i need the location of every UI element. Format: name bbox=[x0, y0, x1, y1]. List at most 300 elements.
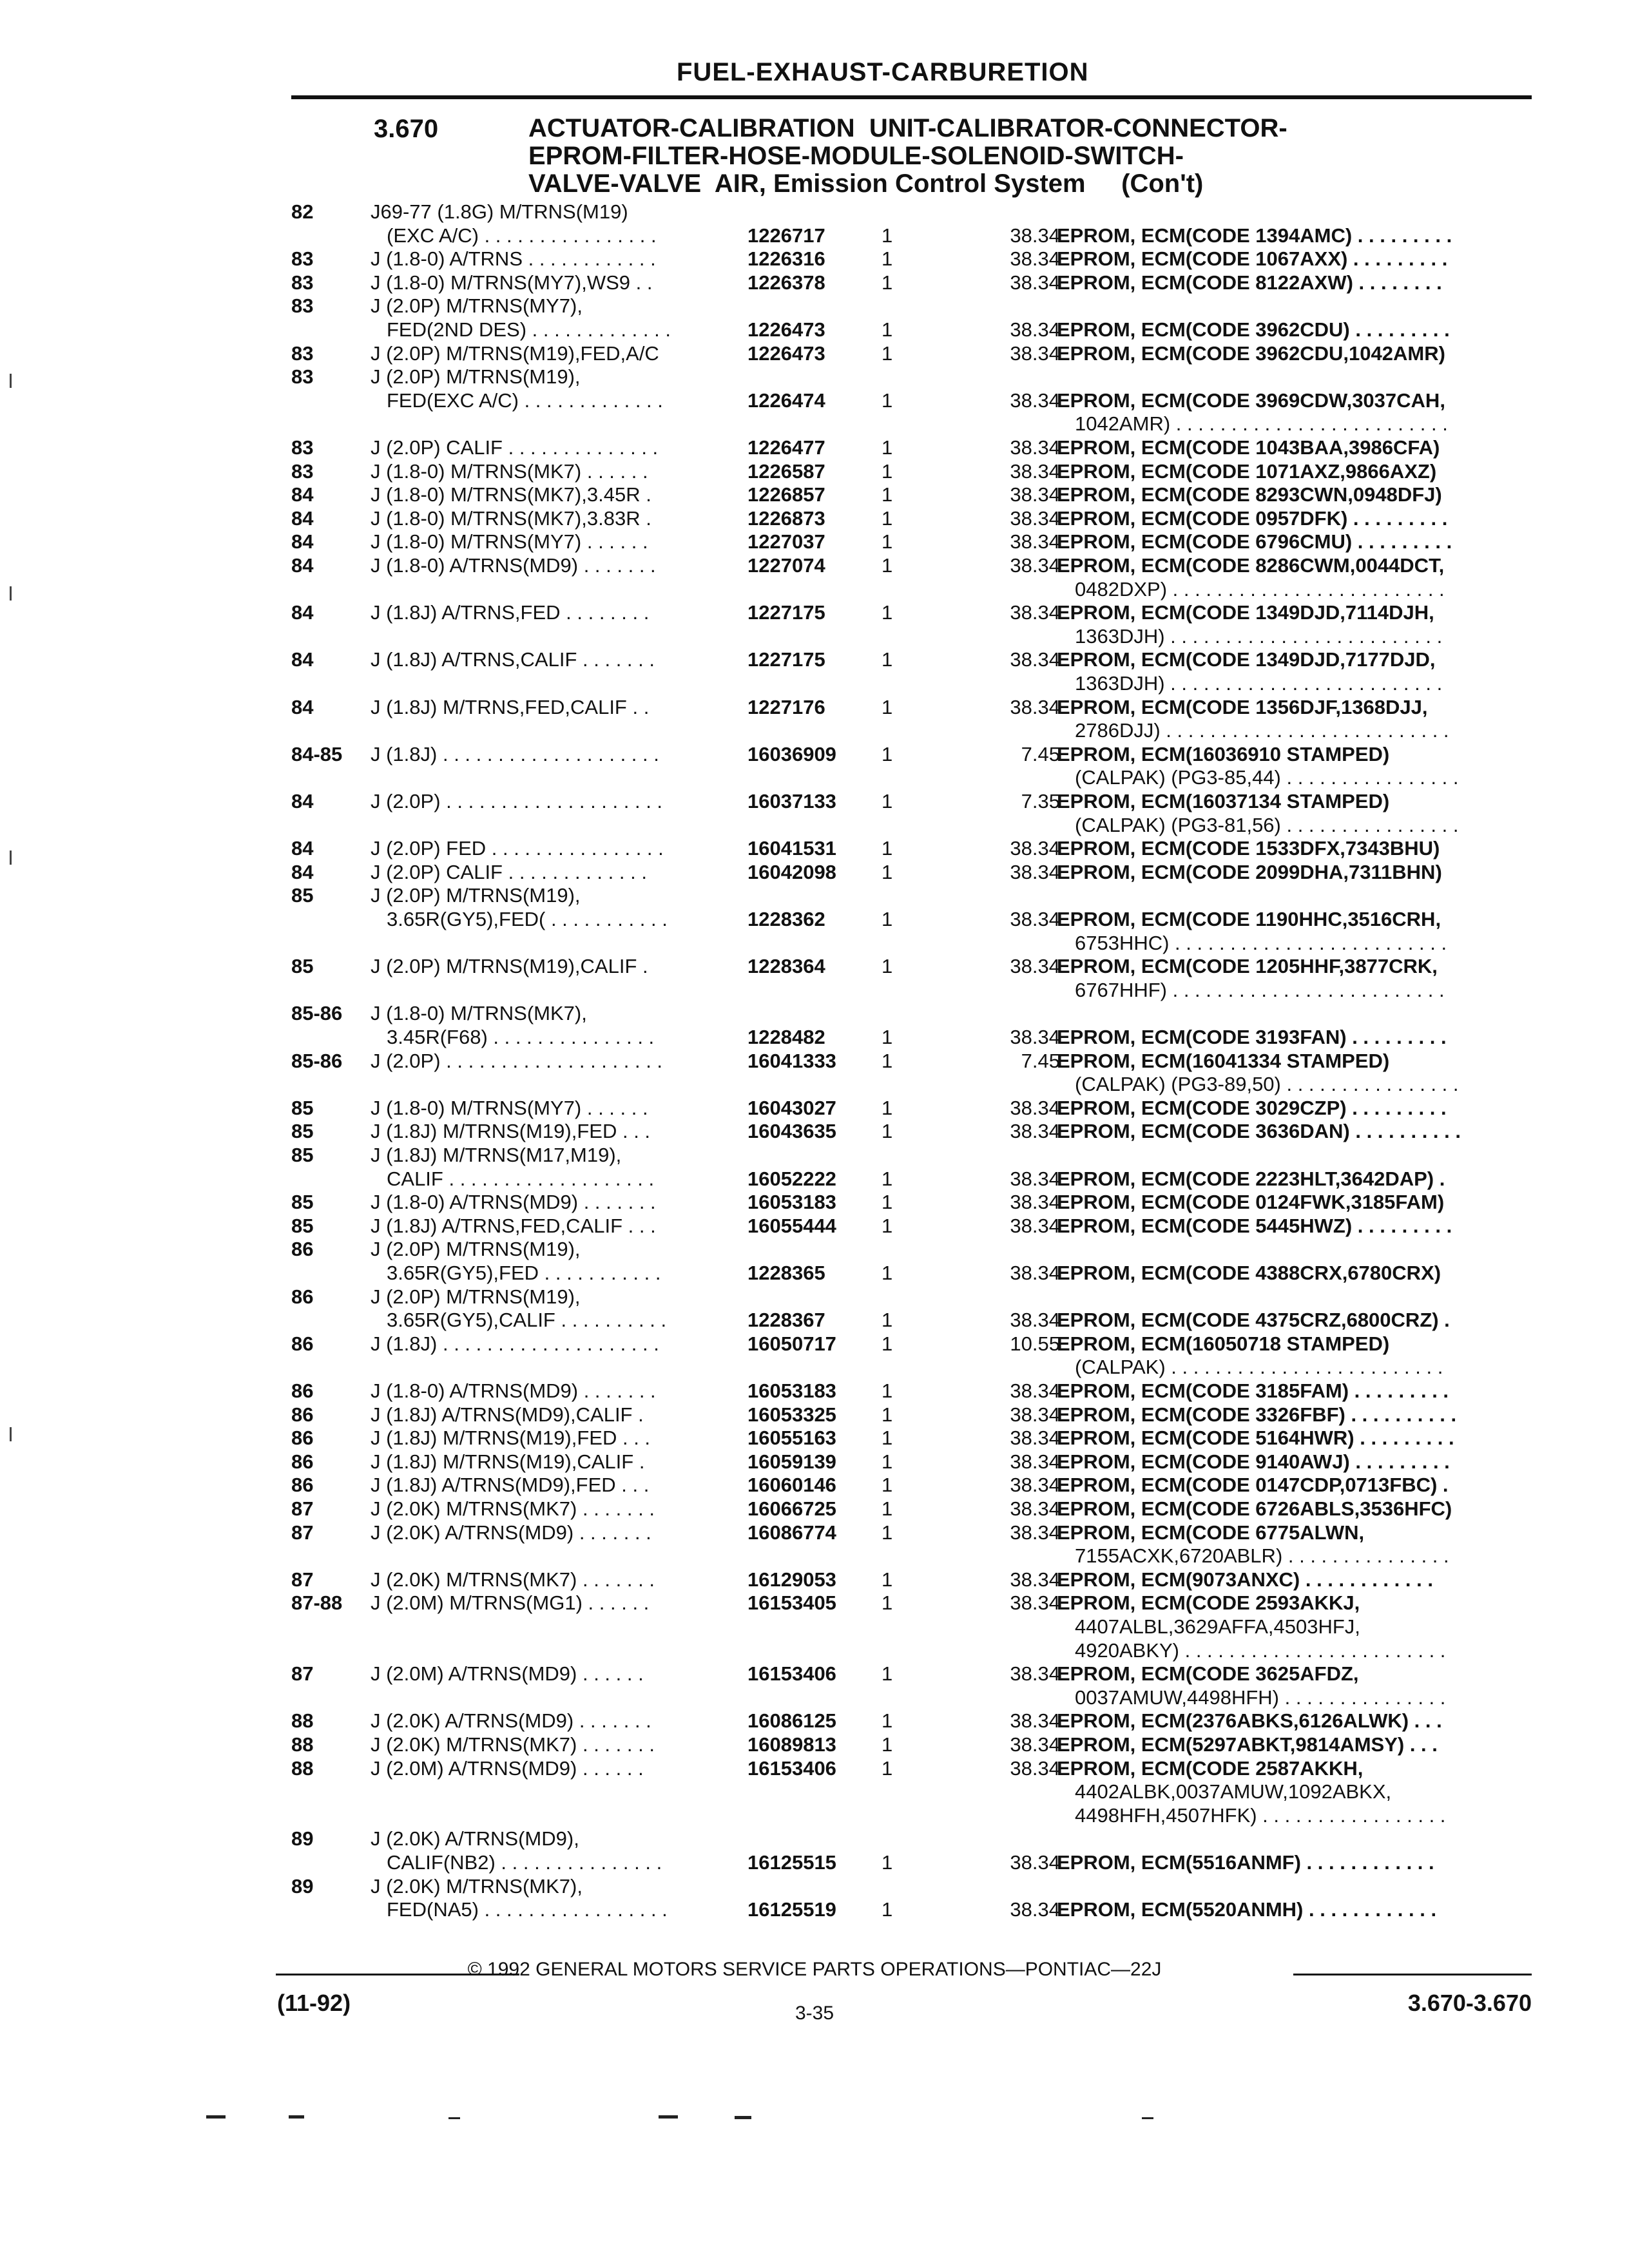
part-number: 16043635 bbox=[747, 1120, 836, 1143]
application-text: J (1.8J) M/TRNS(M19),FED . . . bbox=[371, 1120, 651, 1143]
model-year: 89 bbox=[291, 1874, 314, 1898]
quantity: 1 bbox=[882, 1049, 893, 1072]
section-title-line: VALVE-VALVE AIR, Emission Control System (Con't) bbox=[528, 169, 1204, 198]
description-text: EPROM, ECM(CODE 0124FWK,3185FAM) bbox=[1057, 1191, 1445, 1214]
quantity: 1 bbox=[882, 1733, 893, 1756]
part-number: 16052222 bbox=[747, 1167, 836, 1190]
description-text: EPROM, ECM(CODE 1205HHF,3877CRK, bbox=[1057, 955, 1438, 978]
part-number: 1226473 bbox=[747, 341, 825, 365]
quantity: 1 bbox=[882, 1756, 893, 1780]
price: 10.55 bbox=[1010, 1332, 1060, 1355]
quantity: 1 bbox=[882, 1309, 893, 1332]
application-text: J (2.0P) . . . . . . . . . . . . . . . . . . . . bbox=[371, 1049, 663, 1072]
description-text: EPROM, ECM(CODE 2223HLT,3642DAP) . bbox=[1057, 1167, 1445, 1190]
part-number: 16055163 bbox=[747, 1427, 836, 1450]
application-text: J (1.8J) A/TRNS,CALIF . . . . . . . bbox=[371, 648, 655, 671]
description-text: EPROM, ECM(CODE 8286CWM,0044DCT, bbox=[1057, 554, 1445, 577]
model-year: 83 bbox=[291, 271, 314, 294]
model-year: 87-88 bbox=[291, 1591, 343, 1615]
model-year: 84 bbox=[291, 695, 314, 718]
scan-speck bbox=[206, 2115, 226, 2119]
model-year: 86 bbox=[291, 1379, 314, 1402]
part-number: 16042098 bbox=[747, 860, 836, 883]
part-number: 16153405 bbox=[747, 1591, 836, 1615]
quantity: 1 bbox=[882, 436, 893, 459]
section-title bbox=[528, 115, 1527, 198]
application-text: J (2.0M) M/TRNS(MG1) . . . . . . bbox=[371, 1591, 650, 1615]
description-text: EPROM, ECM(CODE 6775ALWN, bbox=[1057, 1521, 1365, 1544]
price: 38.34 bbox=[1010, 1167, 1060, 1190]
model-year: 89 bbox=[291, 1827, 314, 1850]
price: 38.34 bbox=[1010, 1662, 1060, 1686]
description-text: EPROM, ECM(16036910 STAMPED) bbox=[1057, 742, 1390, 765]
model-year: 83 bbox=[291, 459, 314, 483]
section-number: 3.670 bbox=[374, 115, 439, 143]
description-text: EPROM, ECM(CODE 1043BAA,3986CFA) bbox=[1057, 436, 1440, 459]
part-number: 1228367 bbox=[747, 1309, 825, 1332]
quantity: 1 bbox=[882, 742, 893, 765]
price: 7.35 bbox=[1021, 790, 1060, 812]
application-text: CALIF . . . . . . . . . . . . . . . . . . . bbox=[387, 1167, 655, 1190]
price: 38.34 bbox=[1010, 389, 1060, 412]
model-year: 87 bbox=[291, 1568, 314, 1591]
model-year: 87 bbox=[291, 1662, 314, 1686]
part-number: 16041531 bbox=[747, 837, 836, 860]
model-year: 85 bbox=[291, 1144, 314, 1166]
part-number: 1226717 bbox=[747, 224, 825, 247]
price: 7.45 bbox=[1021, 742, 1060, 765]
part-number: 1226857 bbox=[747, 483, 825, 506]
description-text: 6767HHF) . . . . . . . . . . . . . . . . . . . . . . . . . bbox=[1075, 978, 1445, 1001]
price: 38.34 bbox=[1010, 1120, 1060, 1143]
application-text: J (2.0P) CALIF . . . . . . . . . . . . . . bbox=[371, 436, 659, 459]
quantity: 1 bbox=[882, 1497, 893, 1520]
quantity: 1 bbox=[882, 224, 893, 247]
description-text: 7155ACXK,6720ABLR) . . . . . . . . . . . . . . . bbox=[1075, 1544, 1449, 1568]
part-number: 16043027 bbox=[747, 1096, 836, 1119]
application-text: J (1.8-0) M/TRNS(MY7) . . . . . . bbox=[371, 530, 648, 553]
description-text: EPROM, ECM(CODE 6726ABLS,3536HFC) bbox=[1057, 1497, 1452, 1520]
application-text: J (2.0K) A/TRNS(MD9) . . . . . . . bbox=[371, 1709, 651, 1733]
application-text: FED(EXC A/C) . . . . . . . . . . . . . bbox=[387, 389, 663, 412]
description-text: EPROM, ECM(CODE 1356DJF,1368DJJ, bbox=[1057, 695, 1428, 718]
application-text: J (1.8J) A/TRNS,FED,CALIF . . . bbox=[371, 1214, 656, 1237]
application-text: J (2.0K) M/TRNS(MK7) . . . . . . . bbox=[371, 1497, 655, 1520]
footer-date-code: (11-92) bbox=[277, 1990, 351, 2016]
description-text: 1363DJH) . . . . . . . . . . . . . . . . . . . . . . . . . bbox=[1075, 671, 1443, 695]
quantity: 1 bbox=[882, 907, 893, 930]
binder-mark bbox=[10, 374, 12, 388]
model-year: 86 bbox=[291, 1332, 314, 1355]
description-text: 4498HFH,4507HFK) . . . . . . . . . . . . . . . . . bbox=[1075, 1803, 1446, 1827]
application-text: J (2.0K) A/TRNS(MD9), bbox=[371, 1827, 579, 1850]
price: 38.34 bbox=[1010, 601, 1060, 624]
application-text: J (2.0P) M/TRNS(M19),CALIF . bbox=[371, 955, 648, 978]
price: 38.34 bbox=[1010, 530, 1060, 553]
part-number: 16059139 bbox=[747, 1450, 836, 1473]
application-text: J (2.0M) A/TRNS(MD9) . . . . . . bbox=[371, 1756, 644, 1780]
application-text: J (1.8J) . . . . . . . . . . . . . . . . . . . . bbox=[371, 1332, 659, 1355]
quantity: 1 bbox=[882, 1261, 893, 1284]
description-text: EPROM, ECM(CODE 6796CMU) . . . . . . . . . bbox=[1057, 530, 1452, 553]
model-year: 88 bbox=[291, 1756, 314, 1780]
binder-mark bbox=[10, 586, 12, 601]
footer-page-number: 3-35 bbox=[795, 2003, 834, 2024]
part-number: 16050717 bbox=[747, 1332, 836, 1355]
price: 38.34 bbox=[1010, 1521, 1060, 1544]
quantity: 1 bbox=[882, 1709, 893, 1733]
quantity: 1 bbox=[882, 1025, 893, 1048]
description-text: EPROM, ECM(CODE 5164HWR) . . . . . . . . . bbox=[1057, 1427, 1454, 1450]
part-number: 16060146 bbox=[747, 1474, 836, 1497]
application-text: J (2.0P) M/TRNS(M19), bbox=[371, 1238, 581, 1261]
description-text: EPROM, ECM(CODE 3625AFDZ, bbox=[1057, 1662, 1359, 1686]
model-year: 84-85 bbox=[291, 742, 343, 765]
description-text: EPROM, ECM(2376ABKS,6126ALWK) . . . bbox=[1057, 1709, 1442, 1733]
application-text: FED(2ND DES) . . . . . . . . . . . . . bbox=[387, 318, 671, 341]
price: 38.34 bbox=[1010, 1096, 1060, 1119]
quantity: 1 bbox=[882, 1120, 893, 1143]
model-year: 88 bbox=[291, 1733, 314, 1756]
description-text: EPROM, ECM(CODE 1533DFX,7343BHU) bbox=[1057, 837, 1440, 860]
application-text: J (1.8-0) A/TRNS(MD9) . . . . . . . bbox=[371, 554, 656, 577]
part-number: 16125515 bbox=[747, 1850, 836, 1874]
application-text: J (2.0P) CALIF . . . . . . . . . . . . . bbox=[371, 860, 647, 883]
price: 38.34 bbox=[1010, 506, 1060, 530]
part-number: 1228364 bbox=[747, 955, 825, 978]
part-number: 1228362 bbox=[747, 907, 825, 930]
model-year: 83 bbox=[291, 365, 314, 389]
quantity: 1 bbox=[882, 860, 893, 883]
section-title-line: EPROM-FILTER-HOSE-MODULE-SOLENOID-SWITCH- bbox=[528, 142, 1184, 170]
model-year: 85 bbox=[291, 1120, 314, 1143]
price: 38.34 bbox=[1010, 1379, 1060, 1402]
description-text: 0482DXP) . . . . . . . . . . . . . . . . . . . . . . . . . bbox=[1075, 577, 1445, 601]
description-text: 1042AMR) . . . . . . . . . . . . . . . . . . . . . . . . . bbox=[1075, 412, 1448, 436]
description-text: EPROM, ECM(CODE 1190HHC,3516CRH, bbox=[1057, 907, 1441, 930]
description-text: (CALPAK) (PG3-89,50) . . . . . . . . . . . . . . . . bbox=[1075, 1073, 1459, 1096]
part-number: 16041333 bbox=[747, 1049, 836, 1072]
quantity: 1 bbox=[882, 1403, 893, 1426]
description-text: EPROM, ECM(CODE 1349DJD,7114DJH, bbox=[1057, 601, 1434, 624]
price: 38.34 bbox=[1010, 1850, 1060, 1874]
part-number: 1226587 bbox=[747, 459, 825, 483]
price: 38.34 bbox=[1010, 436, 1060, 459]
part-number: 1226474 bbox=[747, 389, 825, 412]
price: 38.34 bbox=[1010, 224, 1060, 247]
application-text: J (2.0K) M/TRNS(MK7) . . . . . . . bbox=[371, 1733, 655, 1756]
quantity: 1 bbox=[882, 1591, 893, 1615]
part-number: 1227037 bbox=[747, 530, 825, 553]
description-text: 6753HHC) . . . . . . . . . . . . . . . . . . . . . . . . . bbox=[1075, 931, 1447, 954]
price: 38.34 bbox=[1010, 271, 1060, 294]
description-text: EPROM, ECM(CODE 5445HWZ) . . . . . . . . . bbox=[1057, 1214, 1452, 1237]
quantity: 1 bbox=[882, 1332, 893, 1355]
part-number: 1227175 bbox=[747, 648, 825, 671]
price: 38.34 bbox=[1010, 1025, 1060, 1048]
description-text: EPROM, ECM(CODE 3193FAN) . . . . . . . . . bbox=[1057, 1025, 1447, 1048]
model-year: 85 bbox=[291, 955, 314, 978]
application-text: J (1.8-0) M/TRNS(MK7),3.83R . bbox=[371, 506, 651, 530]
price: 38.34 bbox=[1010, 1214, 1060, 1237]
description-text: EPROM, ECM(CODE 4375CRZ,6800CRZ) . bbox=[1057, 1309, 1450, 1332]
model-year: 86 bbox=[291, 1474, 314, 1497]
price: 38.34 bbox=[1010, 459, 1060, 483]
price: 38.34 bbox=[1010, 1591, 1060, 1615]
application-text: J (2.0P) M/TRNS(M19), bbox=[371, 365, 581, 389]
application-text: J (2.0K) M/TRNS(MK7), bbox=[371, 1874, 583, 1898]
part-number: 1226473 bbox=[747, 318, 825, 341]
scan-speck bbox=[1142, 2117, 1153, 2119]
quantity: 1 bbox=[882, 530, 893, 553]
quantity: 1 bbox=[882, 790, 893, 812]
part-number: 16153406 bbox=[747, 1756, 836, 1780]
model-year: 85-86 bbox=[291, 1049, 343, 1072]
quantity: 1 bbox=[882, 1450, 893, 1473]
scan-speck bbox=[289, 2115, 304, 2119]
model-year: 87 bbox=[291, 1521, 314, 1544]
part-number: 1227175 bbox=[747, 601, 825, 624]
price: 38.34 bbox=[1010, 1427, 1060, 1450]
description-text: EPROM, ECM(5516ANMF) . . . . . . . . . . . . bbox=[1057, 1850, 1434, 1874]
description-text: 2786DJJ) . . . . . . . . . . . . . . . . . . . . . . . . . . bbox=[1075, 719, 1449, 742]
price: 38.34 bbox=[1010, 695, 1060, 718]
price: 38.34 bbox=[1010, 1474, 1060, 1497]
page-header bbox=[0, 0, 1629, 206]
description-text: EPROM, ECM(CODE 3636DAN) . . . . . . . . . . bbox=[1057, 1120, 1461, 1143]
application-text: J (1.8J) M/TRNS(M19),FED . . . bbox=[371, 1427, 651, 1450]
description-text: EPROM, ECM(CODE 1067AXX) . . . . . . . . . bbox=[1057, 247, 1448, 271]
part-number: 16066725 bbox=[747, 1497, 836, 1520]
quantity: 1 bbox=[882, 459, 893, 483]
quantity: 1 bbox=[882, 389, 893, 412]
quantity: 1 bbox=[882, 955, 893, 978]
description-text: EPROM, ECM(CODE 1071AXZ,9866AXZ) bbox=[1057, 459, 1437, 483]
model-year: 84 bbox=[291, 648, 314, 671]
model-year: 84 bbox=[291, 554, 314, 577]
price: 38.34 bbox=[1010, 1403, 1060, 1426]
quantity: 1 bbox=[882, 1521, 893, 1544]
application-text: J69-77 (1.8G) M/TRNS(M19) bbox=[371, 200, 628, 223]
description-text: EPROM, ECM(16050718 STAMPED) bbox=[1057, 1332, 1390, 1355]
model-year: 84 bbox=[291, 483, 314, 506]
model-year: 83 bbox=[291, 436, 314, 459]
part-number: 16036909 bbox=[747, 742, 836, 765]
description-text: EPROM, ECM(5520ANMH) . . . . . . . . . . . . bbox=[1057, 1898, 1437, 1921]
price: 38.34 bbox=[1010, 837, 1060, 860]
price: 38.34 bbox=[1010, 1191, 1060, 1214]
application-text: J (1.8-0) A/TRNS(MD9) . . . . . . . bbox=[371, 1191, 656, 1214]
description-text: (CALPAK) (PG3-81,56) . . . . . . . . . . . . . . . . bbox=[1075, 813, 1459, 836]
description-text: (CALPAK) . . . . . . . . . . . . . . . . . . . . . . . . . bbox=[1075, 1356, 1443, 1379]
price: 38.34 bbox=[1010, 1309, 1060, 1332]
application-text: J (2.0P) M/TRNS(M19), bbox=[371, 884, 581, 907]
quantity: 1 bbox=[882, 1662, 893, 1686]
scan-speck bbox=[735, 2116, 751, 2119]
description-text: EPROM, ECM(CODE 3029CZP) . . . . . . . . . bbox=[1057, 1096, 1447, 1119]
price: 38.34 bbox=[1010, 247, 1060, 271]
model-year: 85 bbox=[291, 1214, 314, 1237]
application-text: J (1.8J) A/TRNS(MD9),CALIF . bbox=[371, 1403, 644, 1426]
application-text: 3.65R(GY5),CALIF . . . . . . . . . . bbox=[387, 1309, 667, 1332]
quantity: 1 bbox=[882, 247, 893, 271]
part-number: 1226477 bbox=[747, 436, 825, 459]
price: 38.34 bbox=[1010, 1261, 1060, 1284]
quantity: 1 bbox=[882, 1191, 893, 1214]
quantity: 1 bbox=[882, 506, 893, 530]
model-year: 83 bbox=[291, 247, 314, 271]
price: 38.34 bbox=[1010, 318, 1060, 341]
footer-rule-right bbox=[1293, 1974, 1532, 1975]
quantity: 1 bbox=[882, 1568, 893, 1591]
quantity: 1 bbox=[882, 1898, 893, 1921]
price: 38.34 bbox=[1010, 907, 1060, 930]
part-number: 1226316 bbox=[747, 247, 825, 271]
scan-speck bbox=[448, 2117, 460, 2119]
price: 38.34 bbox=[1010, 1568, 1060, 1591]
application-text: J (1.8-0) A/TRNS . . . . . . . . . . . . bbox=[371, 247, 656, 271]
description-text: EPROM, ECM(16037134 STAMPED) bbox=[1057, 790, 1390, 812]
description-text: EPROM, ECM(CODE 3326FBF) . . . . . . . . . . bbox=[1057, 1403, 1457, 1426]
application-text: CALIF(NB2) . . . . . . . . . . . . . . . bbox=[387, 1850, 662, 1874]
description-text: EPROM, ECM(CODE 1349DJD,7177DJD, bbox=[1057, 648, 1436, 671]
section-title-line: ACTUATOR-CALIBRATION UNIT-CALIBRATOR-CONNECTOR- bbox=[528, 114, 1287, 142]
part-number: 1228365 bbox=[747, 1261, 825, 1284]
model-year: 84 bbox=[291, 837, 314, 860]
description-text: EPROM, ECM(CODE 2099DHA,7311BHN) bbox=[1057, 860, 1442, 883]
page-title: FUEL-EXHAUST-CARBURETION bbox=[677, 58, 1089, 86]
price: 38.34 bbox=[1010, 1898, 1060, 1921]
description-text: EPROM, ECM(CODE 0147CDP,0713FBC) . bbox=[1057, 1474, 1449, 1497]
quantity: 1 bbox=[882, 554, 893, 577]
model-year: 86 bbox=[291, 1427, 314, 1450]
part-number: 16086774 bbox=[747, 1521, 836, 1544]
description-text: EPROM, ECM(CODE 3962CDU,1042AMR) bbox=[1057, 341, 1445, 365]
model-year: 86 bbox=[291, 1450, 314, 1473]
quantity: 1 bbox=[882, 483, 893, 506]
part-number: 16053325 bbox=[747, 1403, 836, 1426]
quantity: 1 bbox=[882, 1214, 893, 1237]
quantity: 1 bbox=[882, 1850, 893, 1874]
quantity: 1 bbox=[882, 318, 893, 341]
part-number: 1227074 bbox=[747, 554, 825, 577]
model-year: 85 bbox=[291, 1191, 314, 1214]
model-year: 86 bbox=[291, 1238, 314, 1261]
application-text: J (1.8J) A/TRNS,FED . . . . . . . . bbox=[371, 601, 650, 624]
footer-copyright: © 1992 GENERAL MOTORS SERVICE PARTS OPERATIONS—PONTIAC—22J bbox=[467, 1959, 1162, 1980]
part-number: 16153406 bbox=[747, 1662, 836, 1686]
application-text: 3.45R(F68) . . . . . . . . . . . . . . . bbox=[387, 1025, 655, 1048]
quantity: 1 bbox=[882, 1427, 893, 1450]
model-year: 86 bbox=[291, 1403, 314, 1426]
application-text: 3.65R(GY5),FED . . . . . . . . . . . bbox=[387, 1261, 661, 1284]
part-number: 16086125 bbox=[747, 1709, 836, 1733]
part-number: 16125519 bbox=[747, 1898, 836, 1921]
application-text: J (1.8J) M/TRNS,FED,CALIF . . bbox=[371, 695, 650, 718]
model-year: 83 bbox=[291, 341, 314, 365]
description-text: 4402ALBK,0037AMUW,1092ABKX, bbox=[1075, 1780, 1392, 1803]
part-number: 1228482 bbox=[747, 1025, 825, 1048]
description-text: EPROM, ECM(CODE 2587AKKH, bbox=[1057, 1756, 1364, 1780]
description-text: EPROM, ECM(CODE 3962CDU) . . . . . . . . . bbox=[1057, 318, 1450, 341]
part-number: 16053183 bbox=[747, 1191, 836, 1214]
model-year: 84 bbox=[291, 790, 314, 812]
model-year: 84 bbox=[291, 530, 314, 553]
description-text: EPROM, ECM(9073ANXC) . . . . . . . . . . . . bbox=[1057, 1568, 1433, 1591]
description-text: EPROM, ECM(5297ABKT,9814AMSY) . . . bbox=[1057, 1733, 1438, 1756]
application-text: J (1.8-0) M/TRNS(MK7), bbox=[371, 1002, 587, 1025]
application-text: J (2.0P) FED . . . . . . . . . . . . . . . . bbox=[371, 837, 664, 860]
description-text: 0037AMUW,4498HFH) . . . . . . . . . . . . . . . bbox=[1075, 1686, 1446, 1709]
application-text: J (2.0M) A/TRNS(MD9) . . . . . . bbox=[371, 1662, 644, 1686]
application-text: J (1.8-0) M/TRNS(MK7),3.45R . bbox=[371, 483, 651, 506]
description-text: EPROM, ECM(CODE 8122AXW) . . . . . . . . bbox=[1057, 271, 1442, 294]
price: 38.34 bbox=[1010, 483, 1060, 506]
application-text: J (2.0P) . . . . . . . . . . . . . . . . . . . . bbox=[371, 790, 663, 812]
price: 7.45 bbox=[1021, 1049, 1060, 1072]
price: 38.34 bbox=[1010, 1497, 1060, 1520]
description-text: EPROM, ECM(CODE 1394AMC) . . . . . . . . . bbox=[1057, 224, 1452, 247]
description-text: EPROM, ECM(CODE 3185FAM) . . . . . . . . . bbox=[1057, 1379, 1449, 1402]
quantity: 1 bbox=[882, 695, 893, 718]
price: 38.34 bbox=[1010, 1709, 1060, 1733]
description-text: 4407ALBL,3629AFFA,4503HFJ, bbox=[1075, 1615, 1360, 1638]
application-text: J (1.8-0) M/TRNS(MY7),WS9 . . bbox=[371, 271, 653, 294]
description-text: EPROM, ECM(CODE 8293CWN,0948DFJ) bbox=[1057, 483, 1442, 506]
description-text: EPROM, ECM(CODE 9140AWJ) . . . . . . . . . bbox=[1057, 1450, 1450, 1473]
part-number: 1227176 bbox=[747, 695, 825, 718]
quantity: 1 bbox=[882, 271, 893, 294]
model-year: 82 bbox=[291, 200, 314, 223]
description-text: EPROM, ECM(16041334 STAMPED) bbox=[1057, 1049, 1390, 1072]
application-text: FED(NA5) . . . . . . . . . . . . . . . . . bbox=[387, 1898, 668, 1921]
model-year: 84 bbox=[291, 601, 314, 624]
application-text: J (2.0P) M/TRNS(M19), bbox=[371, 1285, 581, 1308]
application-text: J (1.8J) M/TRNS(M19),CALIF . bbox=[371, 1450, 645, 1473]
description-text: 1363DJH) . . . . . . . . . . . . . . . . . . . . . . . . . bbox=[1075, 624, 1443, 648]
model-year: 85-86 bbox=[291, 1002, 343, 1025]
application-text: J (1.8-0) A/TRNS(MD9) . . . . . . . bbox=[371, 1379, 656, 1402]
application-text: J (1.8-0) M/TRNS(MY7) . . . . . . bbox=[371, 1096, 648, 1119]
description-text: EPROM, ECM(CODE 4388CRX,6780CRX) bbox=[1057, 1261, 1441, 1284]
model-year: 85 bbox=[291, 1096, 314, 1119]
binder-mark bbox=[10, 1427, 12, 1441]
application-text: 3.65R(GY5),FED( . . . . . . . . . . . bbox=[387, 907, 668, 930]
part-number: 16055444 bbox=[747, 1214, 836, 1237]
model-year: 86 bbox=[291, 1285, 314, 1308]
model-year: 87 bbox=[291, 1497, 314, 1520]
application-text: J (1.8J) A/TRNS(MD9),FED . . . bbox=[371, 1474, 650, 1497]
price: 38.34 bbox=[1010, 1756, 1060, 1780]
part-number: 1226378 bbox=[747, 271, 825, 294]
application-text: J (1.8J) . . . . . . . . . . . . . . . . . . . . bbox=[371, 742, 659, 765]
binder-mark bbox=[10, 850, 12, 865]
application-text: J (2.0K) A/TRNS(MD9) . . . . . . . bbox=[371, 1521, 651, 1544]
part-number: 1226873 bbox=[747, 506, 825, 530]
quantity: 1 bbox=[882, 837, 893, 860]
scan-speck bbox=[659, 2115, 678, 2119]
price: 38.34 bbox=[1010, 648, 1060, 671]
application-text: J (1.8-0) M/TRNS(MK7) . . . . . . bbox=[371, 459, 648, 483]
model-year: 88 bbox=[291, 1709, 314, 1733]
part-number: 16089813 bbox=[747, 1733, 836, 1756]
quantity: 1 bbox=[882, 1474, 893, 1497]
quantity: 1 bbox=[882, 341, 893, 365]
application-text: J (2.0K) M/TRNS(MK7) . . . . . . . bbox=[371, 1568, 655, 1591]
quantity: 1 bbox=[882, 601, 893, 624]
price: 38.34 bbox=[1010, 860, 1060, 883]
application-text: J (2.0P) M/TRNS(M19),FED,A/C bbox=[371, 341, 659, 365]
